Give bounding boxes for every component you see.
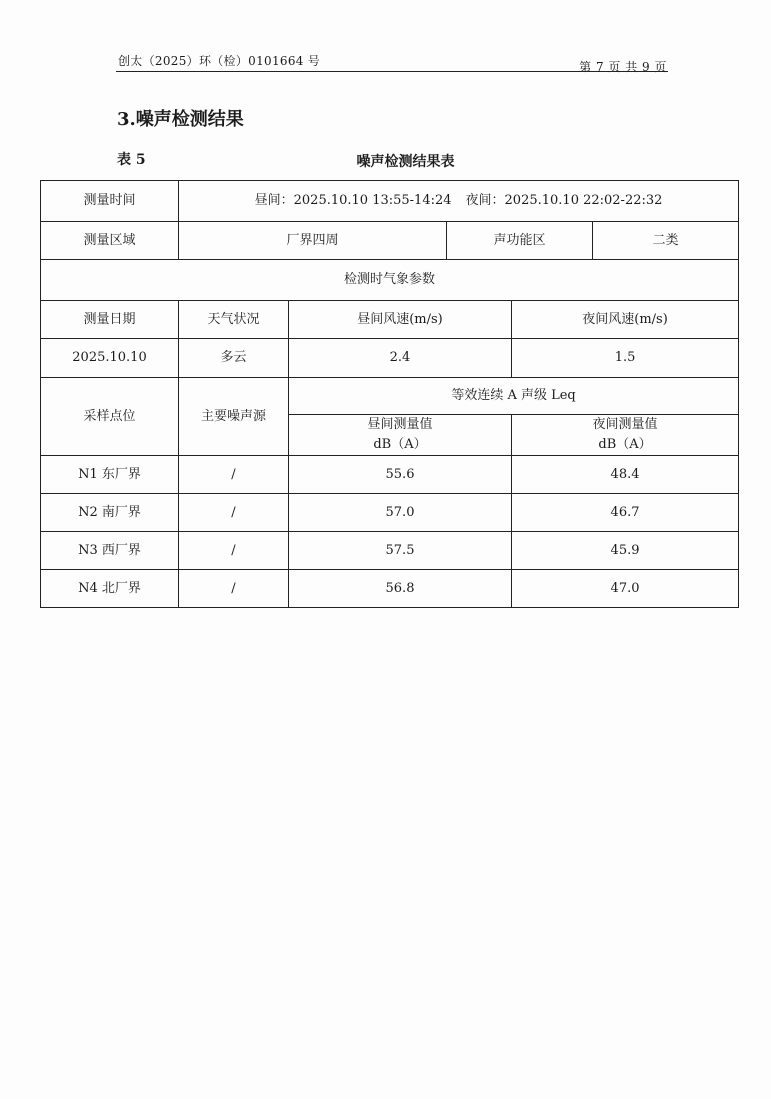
weather-condition: 多云 <box>179 339 289 378</box>
night-value-cell: 46.7 <box>512 494 739 532</box>
noise-header-row <box>41 378 739 415</box>
section-title: 3.噪声检测结果 <box>117 109 244 130</box>
table-caption: 噪声检测结果表 <box>356 154 455 170</box>
zone-value: 二类 <box>593 222 739 260</box>
source-cell: / <box>179 570 289 608</box>
day-value-cell: 56.8 <box>289 570 512 608</box>
day-measure-header <box>289 415 512 456</box>
table-row <box>41 532 739 570</box>
night-measure-header <box>512 415 739 456</box>
measurement-area-row <box>41 222 739 260</box>
time-value <box>179 181 739 222</box>
report-number: 创太（2025）环（检）0101664 号 <box>118 54 321 68</box>
measurement-time-row <box>41 181 739 222</box>
day-measure-unit: dB（A） <box>373 437 427 452</box>
table-row <box>41 494 739 532</box>
point-cell: N2 南厂界 <box>41 494 179 532</box>
day-value-cell: 55.6 <box>289 456 512 494</box>
weather-date-header: 测量日期 <box>41 301 179 339</box>
page-indicator: 第 7 页 共 9 页 <box>579 60 667 74</box>
weather-condition-header: 天气状况 <box>179 301 289 339</box>
header-divider <box>116 71 668 72</box>
point-header: 采样点位 <box>41 378 179 456</box>
area-value: 厂界四周 <box>179 222 447 260</box>
source-cell: / <box>179 456 289 494</box>
table-label: 表 5 <box>117 152 146 168</box>
point-cell: N3 西厂界 <box>41 532 179 570</box>
day-value-cell: 57.5 <box>289 532 512 570</box>
day-wind-value: 2.4 <box>289 339 512 378</box>
point-cell: N4 北厂界 <box>41 570 179 608</box>
night-value-cell: 47.0 <box>512 570 739 608</box>
day-wind-header: 昼间风速(m/s) <box>289 301 512 339</box>
night-measure-unit: dB（A） <box>598 437 652 452</box>
weather-title-row <box>41 260 739 301</box>
source-cell: / <box>179 494 289 532</box>
night-time: 夜间：2025.10.10 22:02-22:32 <box>465 193 663 208</box>
night-wind-value: 1.5 <box>512 339 739 378</box>
time-label: 测量时间 <box>41 181 179 222</box>
source-cell: / <box>179 532 289 570</box>
night-value-cell: 48.4 <box>512 456 739 494</box>
night-measure-title: 夜间测量值 <box>592 417 658 432</box>
table-row <box>41 456 739 494</box>
table-row <box>41 570 739 608</box>
day-value-cell: 57.0 <box>289 494 512 532</box>
weather-value-row <box>41 339 739 378</box>
weather-header-row <box>41 301 739 339</box>
weather-date: 2025.10.10 <box>41 339 179 378</box>
day-time: 昼间：2025.10.10 13:55-14:24 <box>254 193 452 208</box>
noise-results-table <box>40 180 739 608</box>
zone-label: 声功能区 <box>447 222 593 260</box>
area-label: 测量区域 <box>41 222 179 260</box>
night-value-cell: 45.9 <box>512 532 739 570</box>
point-cell: N1 东厂界 <box>41 456 179 494</box>
day-measure-title: 昼间测量值 <box>367 417 433 432</box>
source-header: 主要噪声源 <box>179 378 289 456</box>
weather-title: 检测时气象参数 <box>41 260 739 301</box>
leq-header: 等效连续 A 声级 Leq <box>289 378 739 415</box>
night-wind-header: 夜间风速(m/s) <box>512 301 739 339</box>
